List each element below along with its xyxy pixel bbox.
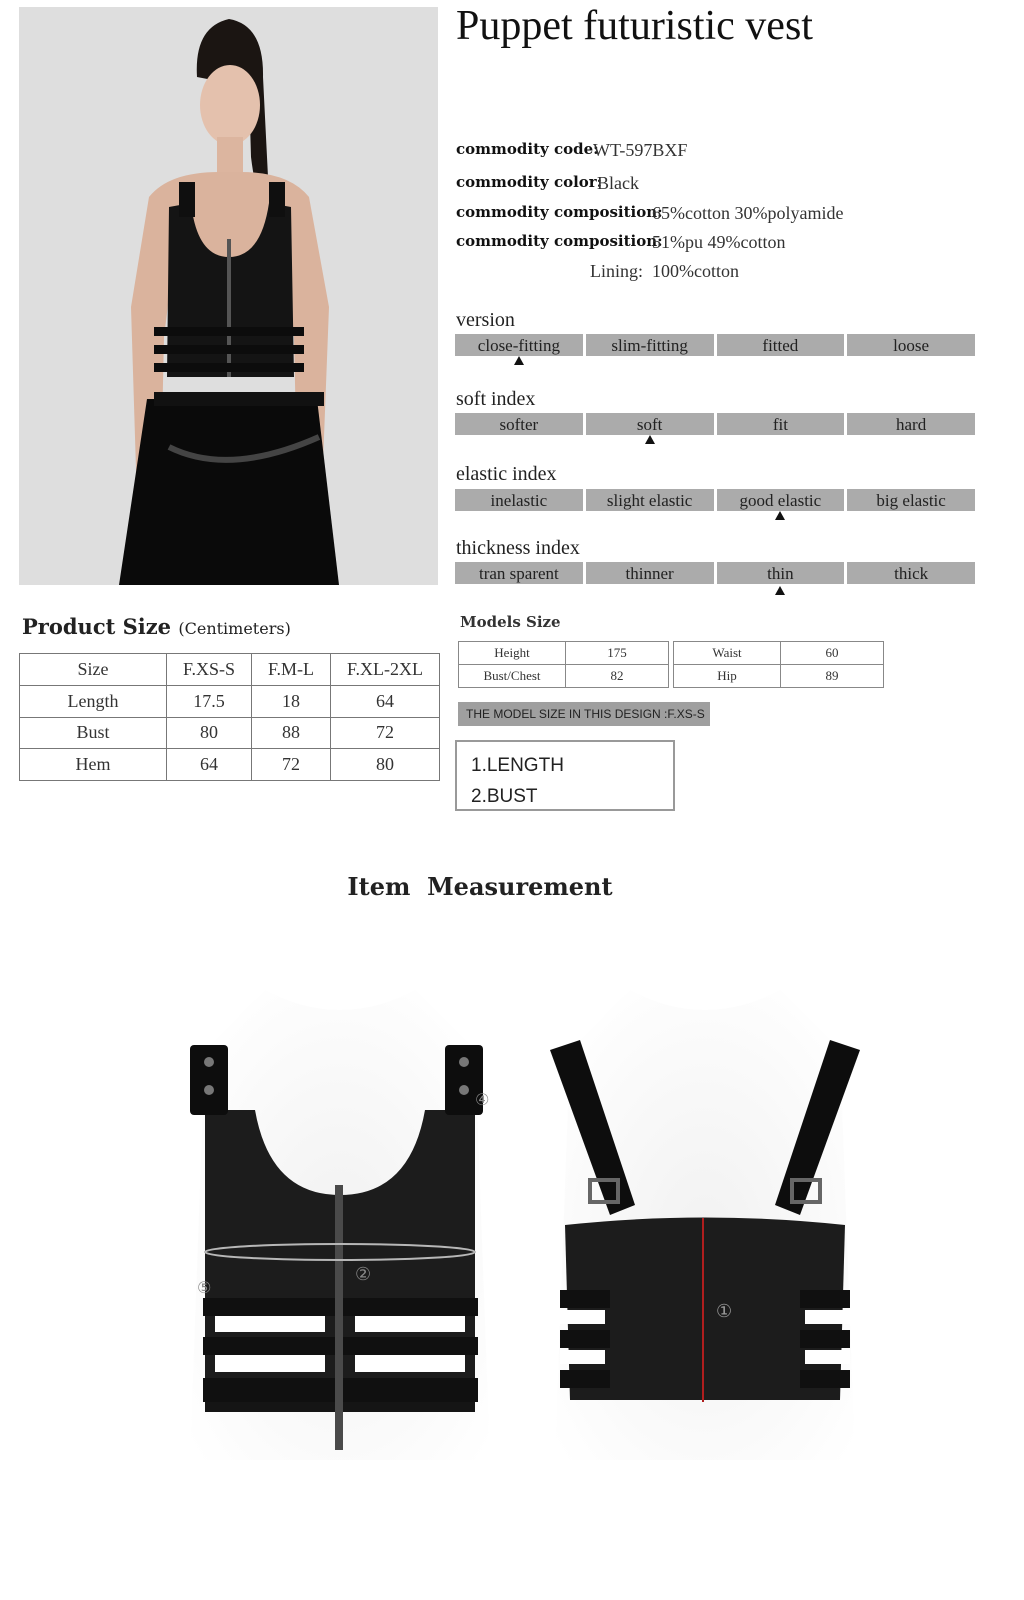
measurement-item: 1.LENGTH — [471, 755, 564, 776]
table-cell: 88 — [252, 717, 331, 749]
elastic-marker-icon — [775, 511, 785, 520]
table-cell: 18 — [252, 685, 331, 717]
table-header-cell: Size — [20, 654, 167, 686]
thickness-option: thin — [717, 562, 845, 584]
version-bar — [455, 334, 975, 356]
spec-code-value: WT-597BXF — [593, 140, 688, 160]
version-option: loose — [847, 334, 975, 356]
models-size-title: Models Size — [460, 613, 561, 631]
soft-option: hard — [847, 413, 975, 435]
soft-index-bar — [455, 413, 975, 435]
table-row — [674, 665, 884, 688]
product-size-table — [19, 653, 440, 781]
table-cell: 82 — [566, 665, 669, 688]
soft-option: soft — [586, 413, 714, 435]
soft-index-title: soft index — [456, 388, 536, 410]
soft-option: fit — [717, 413, 845, 435]
model-illustration — [19, 7, 438, 585]
table-cell: 60 — [781, 642, 884, 665]
item-measurement-title: Item Measurement — [347, 872, 613, 901]
marker-side: ⑤ — [197, 1278, 212, 1297]
table-cell: Hip — [674, 665, 781, 688]
left-strap — [190, 1045, 228, 1115]
measurement-item: 2.BUST — [471, 786, 538, 807]
table-header-row — [20, 654, 440, 686]
measurement-legend — [455, 740, 675, 811]
marker-strap: ④ — [475, 1090, 490, 1109]
marker-length: ① — [716, 1301, 733, 1322]
spec-color-label: commodity color: — [456, 173, 603, 191]
table-cell: 72 — [331, 717, 440, 749]
version-option: slim-fitting — [586, 334, 714, 356]
elastic-index-bar — [455, 489, 975, 511]
table-header-cell: F.M-L — [252, 654, 331, 686]
table-row — [459, 642, 669, 665]
table-row — [20, 685, 440, 717]
table-cell: Bust/Chest — [459, 665, 566, 688]
elastic-index-title: elastic index — [456, 463, 557, 485]
product-size-title — [22, 614, 291, 639]
table-cell: 64 — [167, 749, 252, 781]
product-title: Puppet futuristic vest — [456, 3, 813, 49]
table-cell: Length — [20, 685, 167, 717]
marker-bust: ② — [355, 1264, 372, 1285]
spec-color-value: Black — [597, 173, 639, 193]
models-size-table-right — [673, 641, 884, 688]
soft-marker-icon — [645, 435, 655, 444]
version-title: version — [456, 309, 515, 331]
table-header-cell: F.XS-S — [167, 654, 252, 686]
elastic-option: big elastic — [847, 489, 975, 511]
elastic-option: good elastic — [717, 489, 845, 511]
product-size-heading: Product Size — [22, 614, 172, 639]
version-option: fitted — [717, 334, 845, 356]
table-cell: 64 — [331, 685, 440, 717]
table-cell: 72 — [252, 749, 331, 781]
version-marker-icon — [514, 356, 524, 365]
spec-lining-label: Lining: — [590, 261, 643, 281]
thickness-option: thick — [847, 562, 975, 584]
thickness-option: thinner — [586, 562, 714, 584]
zipper — [335, 1185, 343, 1450]
model-size-note: THE MODEL SIZE IN THIS DESIGN :F.XS-S — [458, 702, 710, 726]
table-row — [674, 642, 884, 665]
spec-composition2-label: commodity composition: — [456, 232, 663, 250]
version-option: close-fitting — [455, 334, 583, 356]
spec-composition2-value: 51%pu 49%cotton — [652, 232, 786, 252]
spec-code-label: commodity code: — [456, 140, 599, 158]
garment-back-image — [540, 990, 870, 1460]
elastic-option: slight elastic — [586, 489, 714, 511]
table-cell: 175 — [566, 642, 669, 665]
table-row — [20, 749, 440, 781]
thickness-index-title: thickness index — [456, 537, 580, 559]
spec-composition-label: commodity composition: — [456, 203, 663, 221]
thickness-option: tran sparent — [455, 562, 583, 584]
garment-front-image — [175, 990, 505, 1460]
table-cell: Bust — [20, 717, 167, 749]
table-cell: Waist — [674, 642, 781, 665]
thickness-marker-icon — [775, 586, 785, 595]
table-header-cell: F.XL-2XL — [331, 654, 440, 686]
soft-option: softer — [455, 413, 583, 435]
spec-composition-value: 65%cotton 30%polyamide — [652, 203, 844, 223]
table-row — [20, 717, 440, 749]
table-cell: 80 — [167, 717, 252, 749]
models-size-table-left — [458, 641, 669, 688]
table-row — [459, 665, 669, 688]
elastic-option: inelastic — [455, 489, 583, 511]
table-cell: 89 — [781, 665, 884, 688]
table-cell: Hem — [20, 749, 167, 781]
spec-lining-value: 100%cotton — [652, 261, 739, 281]
model-photo — [19, 7, 438, 585]
thickness-index-bar — [455, 562, 975, 584]
table-cell: 80 — [331, 749, 440, 781]
table-cell: 17.5 — [167, 685, 252, 717]
table-cell: Height — [459, 642, 566, 665]
product-size-unit: (Centimeters) — [178, 619, 291, 638]
